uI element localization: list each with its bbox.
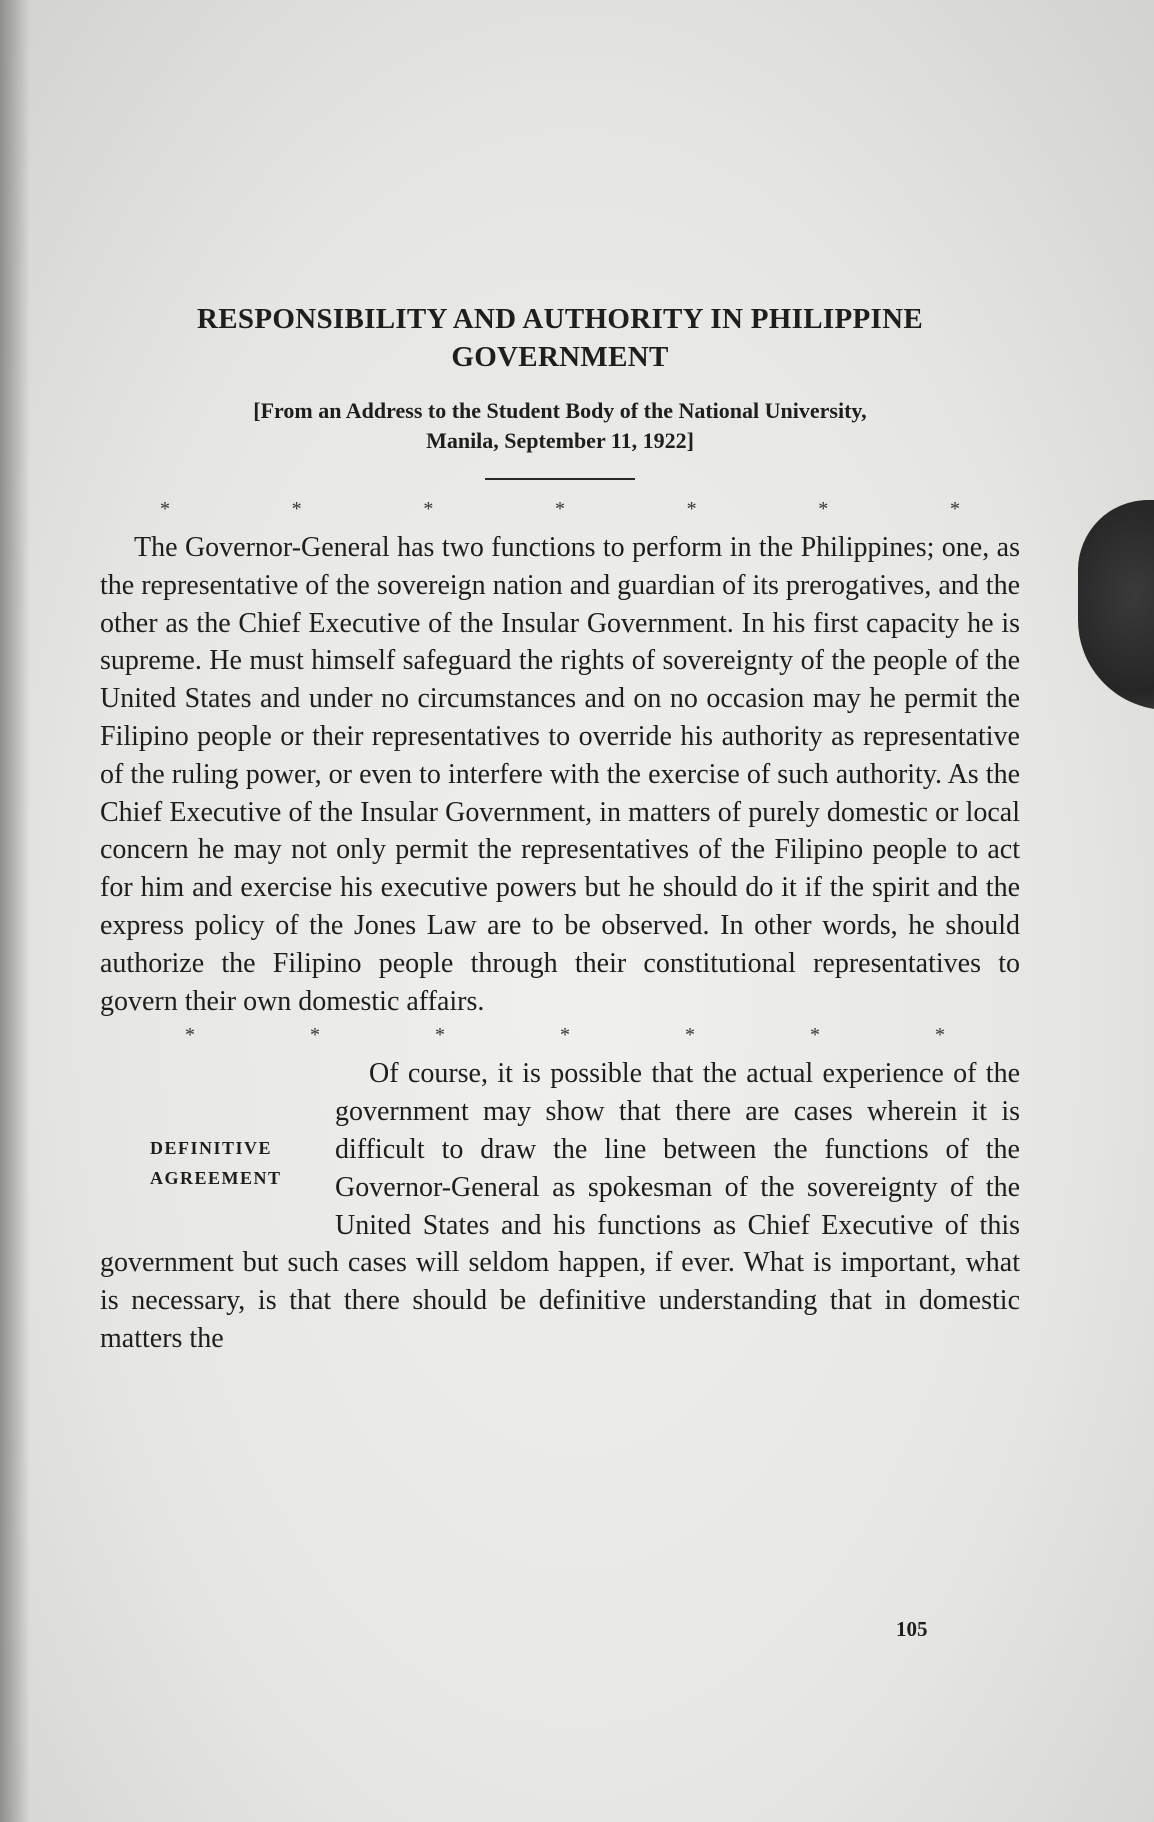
source-line-2: Manila, September 11, 1922] <box>426 428 694 453</box>
asterisk: * <box>810 1024 820 1047</box>
page-content <box>100 300 1020 1358</box>
asterisk: * <box>185 1024 195 1047</box>
thumb-shadow <box>1078 500 1154 710</box>
asterisk: * <box>435 1024 445 1047</box>
asterism-middle <box>100 1024 1020 1047</box>
marginal-sidenote <box>150 1133 282 1193</box>
page-binding-shadow <box>0 0 30 1822</box>
asterisk: * <box>160 498 170 520</box>
paragraph-2-block <box>100 1055 1020 1357</box>
asterism-top <box>100 498 1020 521</box>
asterisk: * <box>310 1024 320 1047</box>
sidenote-line-1: DEFINITIVE <box>150 1138 273 1159</box>
asterisk: * <box>554 498 565 520</box>
paragraph-1: The Governor-General has two functions to perform in the Philippines; one, as the representative of the sovereign nation and guardian of its prerogatives, and the other as the Chief Executive of the Insular Government. In his first capacity he is supreme. He must himself safeguard the rights of sovereignty of the people of the United States and under no circumstances and on no occasion may he permit the Filipino people or their representatives to override his authority as representative of the ruling power, or even to interfere with the exercise of such authority. As the Chief Executive of the Insular Government, in matters of purely domestic or local concern he may not only permit the representatives of the Filipino people to act for him and exercise his executive powers but he should do it if the spirit and the express policy of the Jones Law are to be observed. In other words, he should authorize the Filipino people through their constitutional representatives to govern their own domestic affairs. <box>100 532 1020 1017</box>
title-divider <box>485 478 635 480</box>
paragraph-2: Of course, it is possible that the actual experience of the government may show that there are cases wherein it is difficult to draw the line between the functions of the Governor-General as spokesman of the sovereignty of the United States and his functions as Chief Executive of this government but such cases will seldom happen, if ever. What is important, what is necessary, is that there should be definitive understanding that in domestic matters the <box>100 1058 1020 1354</box>
page-number: 105 <box>896 1617 928 1641</box>
page-title: RESPONSIBILITY AND AUTHORITY IN PHILIPPINE GOVERNMENT <box>197 303 923 373</box>
asterisk: * <box>685 1024 695 1047</box>
asterisk: * <box>560 1024 570 1047</box>
asterisk: * <box>818 498 829 520</box>
asterisk: * <box>935 1024 945 1047</box>
source-note <box>100 396 1020 456</box>
sidenote-line-2: AGREEMENT <box>150 1168 282 1189</box>
asterisk: * <box>949 498 960 520</box>
asterisk: * <box>423 498 434 520</box>
source-line-1: [From an Address to the Student Body of the National University, <box>253 398 867 423</box>
asterisk: * <box>291 498 302 520</box>
asterisk: * <box>686 498 697 520</box>
sidenote-area <box>100 1093 335 1244</box>
